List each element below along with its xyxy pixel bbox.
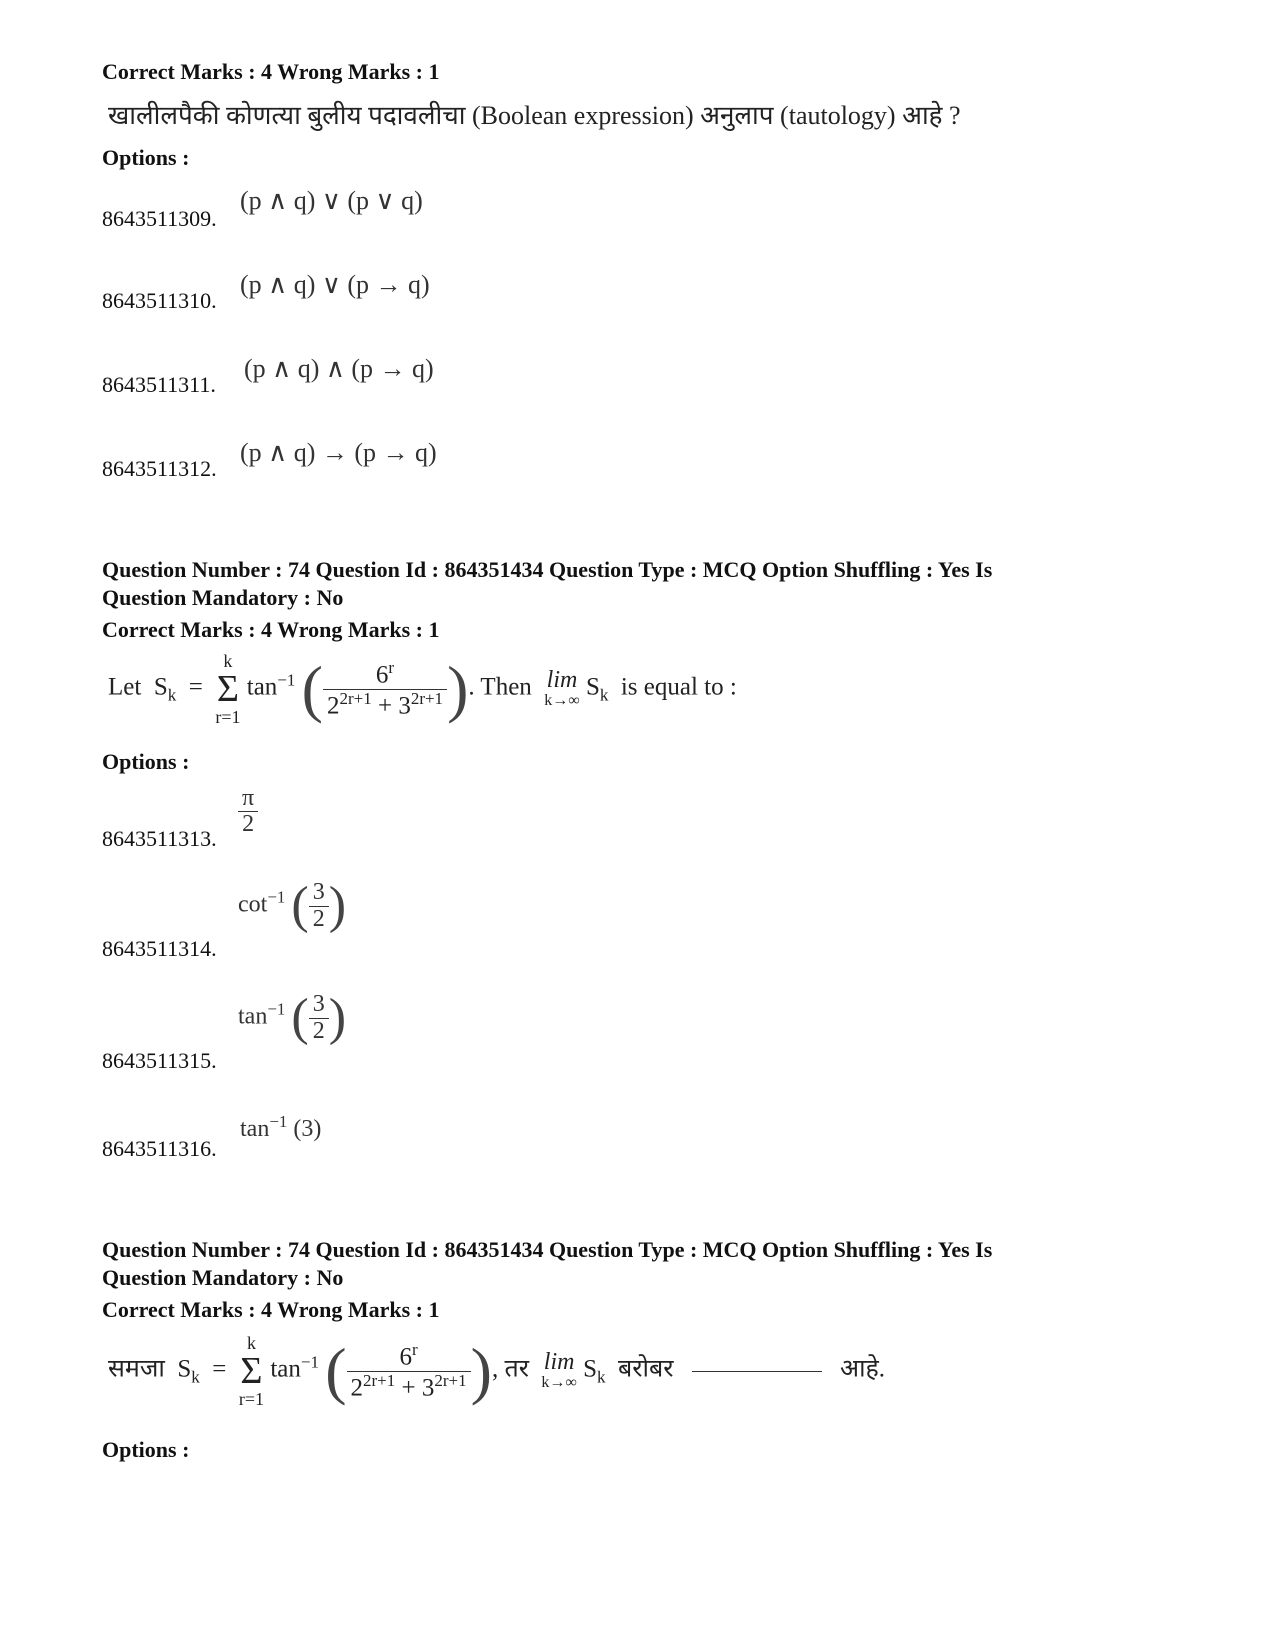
summation [239,1334,264,1408]
question-formula [108,1334,885,1408]
den-b: 3 [421,1373,435,1401]
den-a: 2 [326,691,340,719]
numerator: π [242,785,255,811]
denominator: 2 [309,906,329,932]
text-barobar: बरोबर [617,1355,674,1383]
option-id: 8643511311. [102,372,216,397]
left-paren: ( [325,1335,347,1406]
numerator [372,659,398,689]
lim-text: lim [546,667,578,694]
inverse-exponent: −1 [267,999,286,1019]
lim-subscript: k→∞ [544,692,580,710]
question-header-line1: Question Number : 74 Question Id : 864351434 Question Type : MCQ Option Shuffling : Yes Is [102,1237,993,1262]
symbol-s: S [583,1355,597,1383]
option-id: 8643511315. [102,1048,217,1073]
question-header-line1: Question Number : 74 Question Id : 864351434 Question Type : MCQ Option Shuffling : Yes Is [102,557,993,582]
symbol-s: S [153,673,168,701]
question-header-line2: Question Mandatory : No [102,1265,344,1290]
option-expression [238,786,258,837]
sum-lower: r=1 [215,707,241,727]
subscript-k: k [191,1367,200,1387]
lim-subscript: k→∞ [541,1374,577,1392]
text-equal-to: is equal to : [620,673,737,701]
equals-sign: = [188,673,203,701]
right-paren: ) [447,653,469,724]
num-base: 6 [399,1343,412,1371]
option-expression [238,877,347,934]
inverse-exponent: −1 [300,1352,319,1372]
function-cot: cot [238,891,268,918]
option-expression: (p ∧ q) → (p → q) [240,438,437,467]
denominator [347,1371,471,1402]
question-header-line2: Question Mandatory : No [102,585,344,610]
limit-operator [541,1350,576,1392]
den-b: 3 [398,691,411,719]
denominator: 2 [238,811,258,837]
right-paren: ) [470,1335,492,1406]
option-id: 8643511310. [102,288,217,313]
sum-lower: r=1 [238,1389,265,1409]
symbol-s: S [585,673,600,701]
option-expression [240,1112,321,1143]
marks-line: Correct Marks : 4 Wrong Marks : 1 [102,1297,440,1322]
option-id: 8643511309. [102,206,217,231]
inverse-exponent: −1 [269,1112,288,1131]
option-expression: (p ∧ q) ∧ (p → q) [244,354,434,383]
text-ahe: आहे. [839,1355,886,1383]
option-id: 8643511313. [102,826,217,851]
text-let: Let [108,673,142,701]
subscript-k: k [167,685,177,705]
option-id: 8643511316. [102,1136,217,1161]
subscript-k: k [596,1367,606,1387]
fraction [309,992,329,1043]
function-tan: tan [240,1116,270,1142]
inverse-exponent: −1 [277,670,296,690]
den-a-exp: 2r+1 [363,1370,396,1390]
num-exp: r [388,657,395,677]
question-header [102,1236,992,1292]
argument: (3) [293,1116,322,1142]
equals-sign: = [212,1355,227,1383]
function-tan: tan [246,673,278,701]
right-paren: ) [328,877,347,934]
question-text: खालीलपैकी कोणत्या बुलीय पदावलीचा (Boolean expression) अनुलाप (tautology) आहे ? [108,101,961,130]
option-expression [238,989,347,1046]
fraction [347,1341,471,1401]
den-a: 2 [350,1373,364,1401]
num-exp: r [411,1339,418,1359]
denominator: 2 [309,1018,329,1044]
numerator: 3 [312,991,325,1018]
option-expression: (p ∧ q) ∨ (p → q) [240,270,430,299]
fraction [309,880,329,931]
question-header [102,556,992,612]
den-b-exp: 2r+1 [434,1370,467,1390]
fraction [238,786,258,837]
left-paren: ( [301,653,323,724]
lim-text: lim [543,1349,575,1376]
sum-upper: k [223,651,233,671]
left-paren: ( [291,989,309,1046]
answer-blank [692,1371,822,1372]
den-b-exp: 2r+1 [410,688,444,708]
option-id: 8643511312. [102,456,217,481]
numerator [395,1341,421,1371]
symbol-s: S [177,1355,192,1383]
options-label: Options : [102,1437,190,1462]
numerator: 3 [312,879,325,906]
fraction [323,659,447,719]
den-plus: + [401,1373,416,1401]
inverse-exponent: −1 [267,887,286,907]
sigma-icon: Σ [240,1350,263,1392]
limit-operator [544,668,579,710]
marks-line: Correct Marks : 4 Wrong Marks : 1 [102,617,440,642]
right-paren: ) [328,989,347,1046]
text-then: . Then [468,673,532,701]
den-plus: + [377,691,393,719]
left-paren: ( [291,877,309,934]
marks-line: Correct Marks : 4 Wrong Marks : 1 [102,59,440,84]
options-label: Options : [102,749,190,774]
question-formula [108,652,737,726]
option-expression: (p ∧ q) ∨ (p ∨ q) [240,186,423,215]
options-label: Options : [102,145,190,170]
den-a-exp: 2r+1 [339,688,372,708]
function-tan: tan [270,1355,301,1383]
function-tan: tan [238,1003,268,1030]
sigma-icon: Σ [216,668,239,710]
text-tar: , तर [491,1355,529,1383]
num-base: 6 [375,661,389,689]
option-id: 8643511314. [102,936,217,961]
text-samaja: समजा [108,1355,165,1383]
summation [215,652,240,726]
subscript-k: k [599,685,609,705]
sum-upper: k [246,1333,256,1353]
denominator [323,689,447,720]
